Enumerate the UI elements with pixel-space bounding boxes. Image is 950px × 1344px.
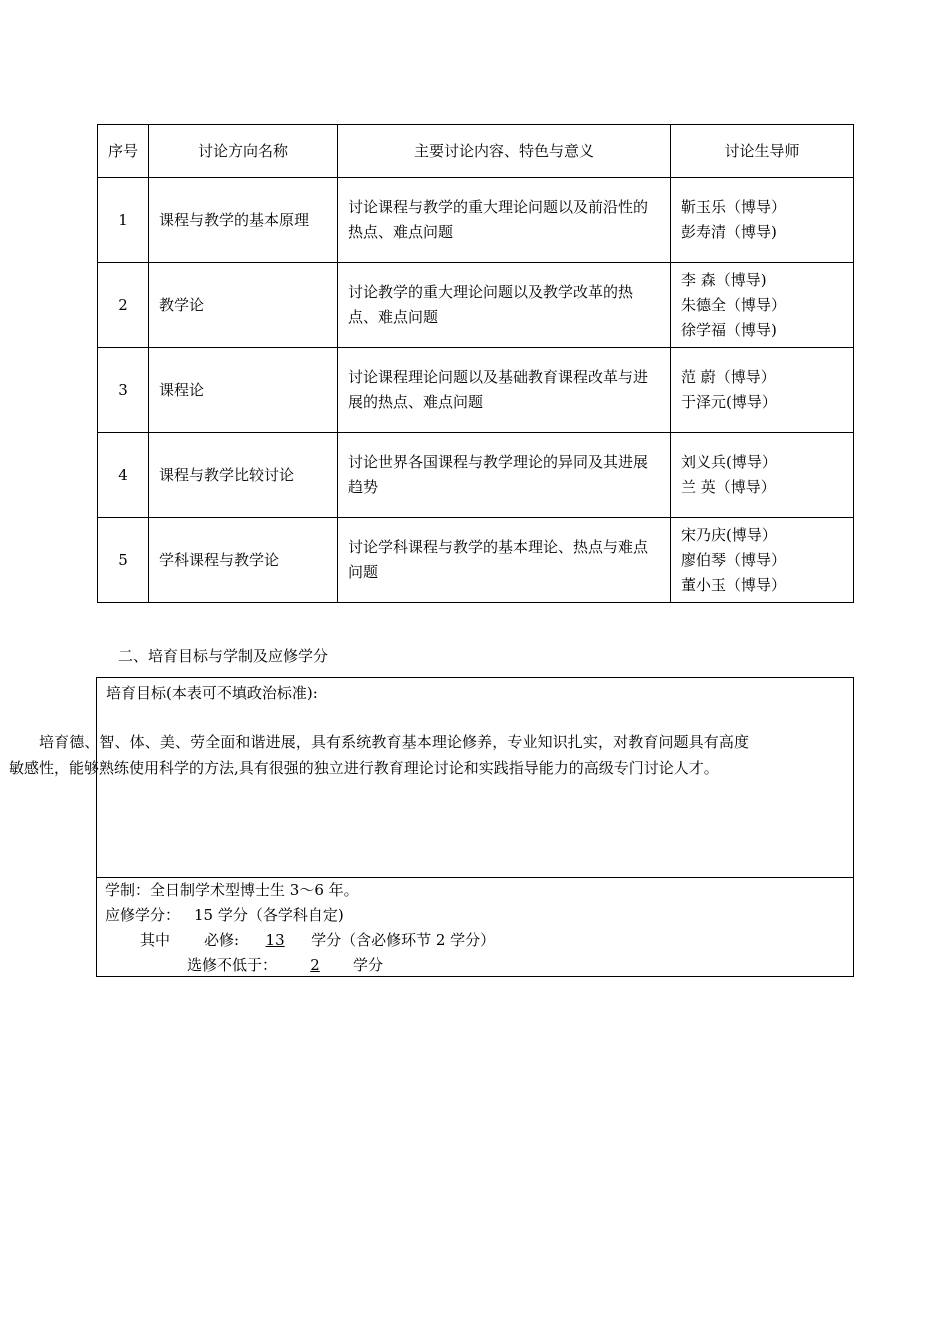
required-suffix: 学分（含必修环节 2 学分） [311,931,496,949]
direction-content: 讨论教学的重大理论问题以及教学改革的热点、难点问题 [338,263,671,348]
credits-value: 15 学分（各学科自定) [194,906,344,924]
credits-line [105,903,344,927]
row-number: 5 [98,518,149,603]
credits-label: 应修学分： [105,906,181,924]
advisor: 彭寿清（博导) [681,223,777,241]
advisor: 靳玉乐（博导） [681,198,787,216]
header-no: 序号 [98,125,149,178]
row-number: 3 [98,348,149,433]
direction-name: 教学论 [149,263,338,348]
row-number: 4 [98,433,149,518]
row-number: 1 [98,178,149,263]
elective-suffix: 学分 [353,956,384,974]
table-row [98,433,854,518]
header-direction: 讨论方向名称 [149,125,338,178]
advisor: 徐学福（博导) [681,320,777,339]
advisor: 廖伯琴（博导） [681,550,787,569]
advisor: 刘义兵(博导） [681,453,777,471]
elective-credits-value: 2 [310,956,320,974]
direction-content: 讨论世界各国课程与教学理论的异同及其进展趋势 [338,433,671,518]
table-header-row [98,125,854,178]
advisor-list [671,433,854,518]
advisor-list [671,518,854,603]
direction-content: 讨论课程与教学的重大理论问题以及前沿性的热点、难点问题 [338,178,671,263]
required-credits-value: 13 [265,931,285,949]
goal-label: 培育目标(本表可不填政治标准): [106,684,318,702]
header-advisors: 讨论生导师 [671,125,854,178]
goal-text: 培育德、智、体、美、劳全面和谐进展，具有系统教育基本理论修养，专业知识扎实，对教育问题具有高度敏感性，能够熟练使用科学的方法,具有很强的独立进行教育理论讨论和实践指导能力的高级专门讨论人才。 [9,733,749,777]
direction-name: 课程论 [149,348,338,433]
table-row [98,518,854,603]
advisor: 范 蔚（博导） [681,368,776,386]
research-directions-table [97,124,854,603]
elective-line [187,953,383,977]
duration-line: 学制：全日制学术型博士生 3～6 年。 [105,881,359,899]
table-row [98,178,854,263]
advisor: 于泽元(博导） [681,393,777,411]
table-row [98,348,854,433]
advisor: 兰 英（博导） [681,478,776,496]
direction-content: 讨论课程理论问题以及基础教育课程改革与进展的热点、难点问题 [338,348,671,433]
table-row [98,263,854,348]
advisor-list [671,348,854,433]
required-line [140,928,495,952]
advisor: 朱德全（博导） [681,295,787,314]
direction-content: 讨论学科课程与教学的基本理论、热点与难点问题 [338,518,671,603]
among-label: 其中 [140,931,171,949]
direction-name: 课程与教学的基本原理 [149,178,338,263]
direction-name: 学科课程与教学论 [149,518,338,603]
advisor: 宋乃庆(博导） [681,525,777,544]
advisor-list [671,178,854,263]
direction-name: 课程与教学比较讨论 [149,433,338,518]
advisor: 董小玉（博导） [681,575,787,594]
advisor: 李 森（博导) [681,270,767,289]
required-label: 必修: [204,931,240,949]
header-content: 主要讨论内容、特色与意义 [338,125,671,178]
elective-label: 选修不低于： [187,956,278,974]
row-number: 2 [98,263,149,348]
section-title: 二、培育目标与学制及应修学分 [118,647,329,665]
advisor-list [671,263,854,348]
